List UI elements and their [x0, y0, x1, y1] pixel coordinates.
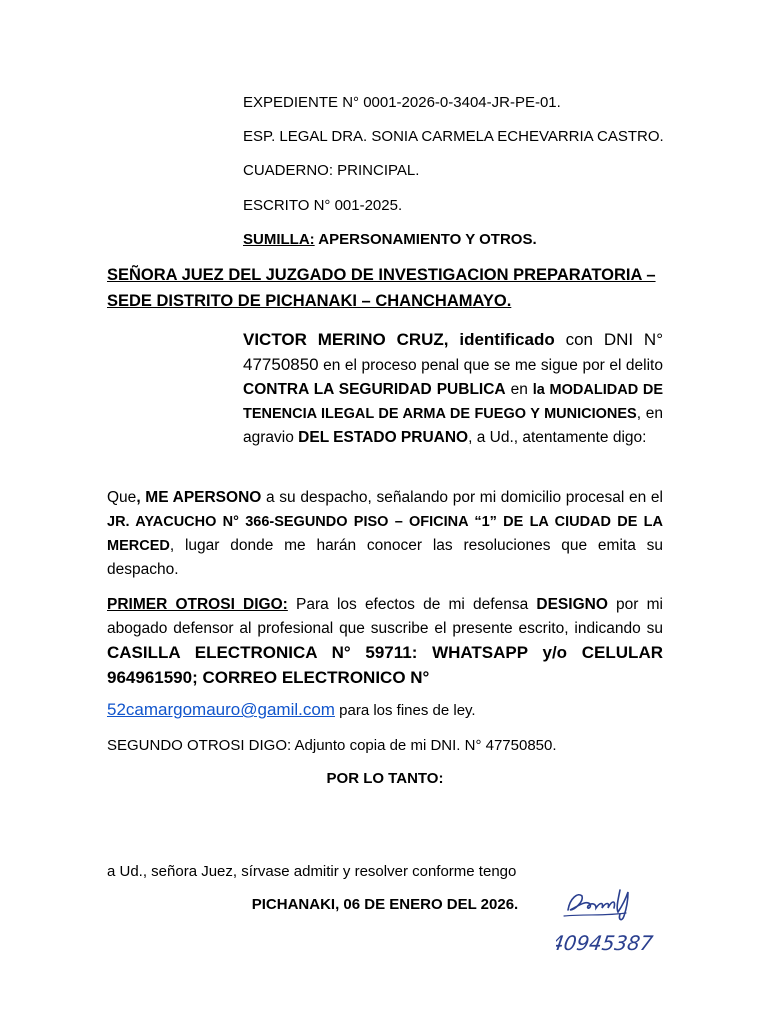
primer-otrosi-text: Para los efectos de mi defensa [287, 596, 537, 613]
signature-number: 40945387 [556, 931, 655, 955]
handwritten-signature-icon [556, 880, 676, 960]
intro-paragraph [243, 328, 663, 450]
expediente-line: EXPEDIENTE N° 0001-2026-0-3404-JR-PE-01. [243, 94, 561, 111]
delito: CONTRA LA SEGURIDAD PUBLICA [243, 381, 506, 398]
intro-text: en el proceso penal que se me sigue por el delito [318, 357, 663, 374]
apersono-text: , lugar donde me harán conocer las resoluciones que emita su despacho. [107, 537, 663, 578]
intro-text: en [505, 381, 533, 398]
intro-dni: con DNI N° 47750850 [243, 330, 664, 374]
email-link[interactable]: 52camargomauro@gamil.com [107, 700, 335, 719]
modalidad: la MODALIDAD DE TENENCIA ILEGAL DE ARMA DE FUEGO Y MUNICIONES [243, 382, 663, 422]
addressee-title [107, 262, 663, 314]
por-lo-tanto: POR LO TANTO: [326, 770, 444, 787]
escrito-line: ESCRITO N° 001-2025. [243, 197, 403, 214]
segundo-otrosi-line: SEGUNDO OTROSI DIGO: Adjunto copia de mi DNI. N° 47750850. [107, 737, 557, 754]
sumilla-text: APERSONAMIENTO Y OTROS. [314, 231, 537, 248]
closing-line: a Ud., señora Juez, sírvase admitir y resolver conforme tengo [107, 863, 517, 880]
apersono-text: Que [107, 489, 137, 506]
sumilla-line [243, 231, 537, 249]
sumilla-label: SUMILLA: [243, 231, 315, 248]
signature [556, 880, 676, 965]
intro-text: , en agravio [243, 405, 663, 446]
especialista-line: ESP. LEGAL DRA. SONIA CARMELA ECHEVARRIA CASTRO. [243, 128, 664, 145]
casilla-electronica: CASILLA ELECTRONICA N° 59711: WHATSAPP y/o CELULAR 964961590; CORREO ELECTRONICO N° [107, 643, 663, 687]
email-suffix: para los fines de ley. [334, 702, 476, 719]
cuaderno-line: CUADERNO: PRINCIPAL. [243, 162, 420, 179]
primer-otrosi-text: por mi abogado defensor al profesional que suscribe el presente escrito, indicando su [107, 596, 663, 637]
intro-text: , a Ud., atentamente digo: [468, 429, 647, 446]
apersono-text: a su despacho, señalando por mi domicilio procesal en el [261, 489, 663, 506]
designo: DESIGNO [536, 596, 608, 613]
agraviado: DEL ESTADO PRUANO [298, 429, 469, 446]
petitioner-name: VICTOR MERINO CRUZ, identificado [243, 330, 555, 349]
email-line [107, 698, 663, 723]
apersono-paragraph [107, 486, 663, 582]
primer-otrosi-label: PRIMER OTROSI DIGO: [107, 596, 288, 613]
title-line-1: SEÑORA JUEZ DEL JUZGADO DE INVESTIGACION PREPARATORIA – [107, 266, 656, 284]
primer-otrosi-paragraph [107, 593, 663, 691]
me-apersono: , ME APERSONO [136, 489, 262, 506]
place-date: PICHANAKI, 06 DE ENERO DEL 2026. [251, 896, 519, 913]
domicilio-procesal: JR. AYACUCHO N° 366-SEGUNDO PISO – OFICINA “1” DE LA CIUDAD DE LA MERCED [107, 514, 663, 554]
title-line-2: SEDE DISTRITO DE PICHANAKI – CHANCHAMAYO. [107, 292, 512, 310]
